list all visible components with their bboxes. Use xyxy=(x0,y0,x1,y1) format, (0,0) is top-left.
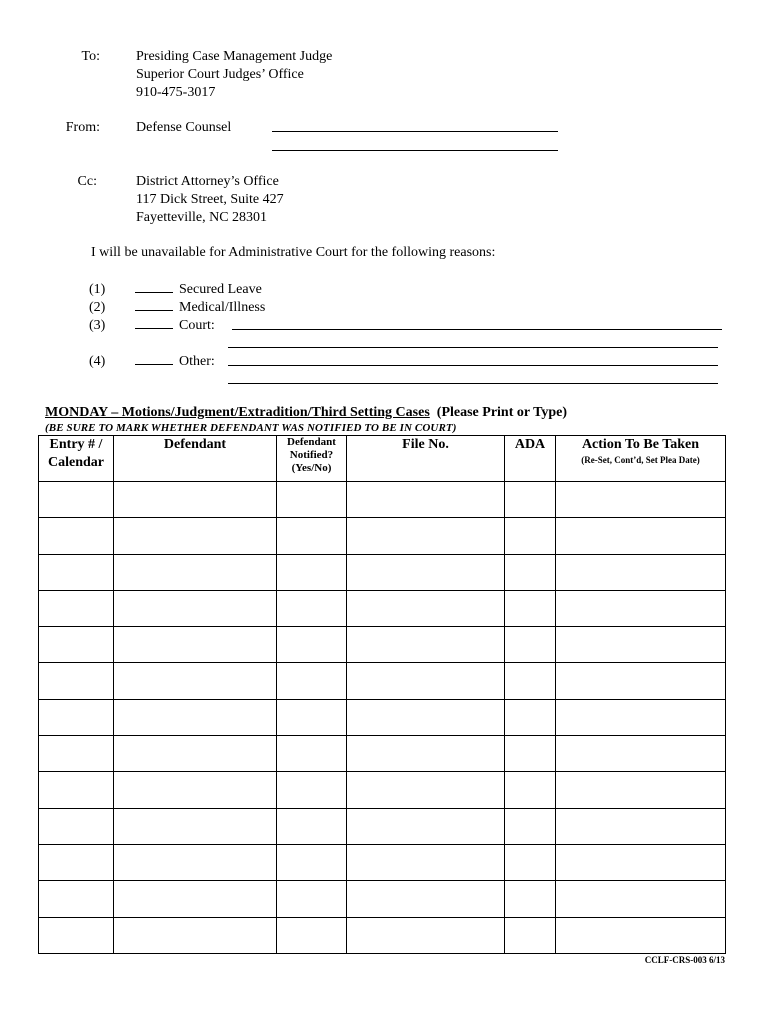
cell-entry[interactable] xyxy=(39,699,114,735)
cell-file-no[interactable] xyxy=(347,627,505,663)
cell-ada[interactable] xyxy=(505,482,556,518)
cell-file-no[interactable] xyxy=(347,844,505,880)
cell-entry[interactable] xyxy=(39,518,114,554)
court-detail-field-1[interactable] xyxy=(232,329,722,330)
cell-ada[interactable] xyxy=(505,917,556,953)
reason-4 xyxy=(80,352,215,371)
from-value: Defense Counsel xyxy=(136,120,232,135)
cell-action[interactable] xyxy=(556,627,726,663)
cell-notified[interactable] xyxy=(277,772,347,808)
table-row xyxy=(39,699,726,735)
col-ada xyxy=(505,436,556,482)
cell-notified[interactable] xyxy=(277,554,347,590)
col-file-label: File No. xyxy=(402,437,449,452)
cell-defendant[interactable] xyxy=(114,663,277,699)
cc-line-1: District Attorney’s Office xyxy=(136,174,279,189)
cell-defendant[interactable] xyxy=(114,482,277,518)
cell-entry[interactable] xyxy=(39,881,114,917)
cell-defendant[interactable] xyxy=(114,917,277,953)
reason-1-number: (1) xyxy=(89,282,106,297)
form-code: CCLF-CRS-003 6/13 xyxy=(644,955,725,965)
cell-notified[interactable] xyxy=(277,699,347,735)
cell-defendant[interactable] xyxy=(114,518,277,554)
table-row xyxy=(39,482,726,518)
cell-defendant[interactable] xyxy=(114,772,277,808)
cell-action[interactable] xyxy=(556,736,726,772)
reason-4-number: (4) xyxy=(89,354,106,369)
cell-action[interactable] xyxy=(556,772,726,808)
table-row xyxy=(39,736,726,772)
table-header-row xyxy=(39,436,726,482)
cell-ada[interactable] xyxy=(505,699,556,735)
cell-ada[interactable] xyxy=(505,663,556,699)
col-entry-calendar xyxy=(39,436,114,482)
cell-ada[interactable] xyxy=(505,881,556,917)
cell-entry[interactable] xyxy=(39,808,114,844)
table-row xyxy=(39,844,726,880)
cell-entry[interactable] xyxy=(39,772,114,808)
table-row xyxy=(39,518,726,554)
col-defendant-label: Defendant xyxy=(163,437,227,452)
table-row xyxy=(39,772,726,808)
cell-defendant[interactable] xyxy=(114,736,277,772)
cell-file-no[interactable] xyxy=(347,699,505,735)
col-notified xyxy=(277,436,347,482)
cell-file-no[interactable] xyxy=(347,881,505,917)
reason-1-checkbox[interactable] xyxy=(135,280,173,293)
cell-notified[interactable] xyxy=(277,590,347,626)
cell-action[interactable] xyxy=(556,663,726,699)
section-title-suffix: (Please Print or Type) xyxy=(436,405,568,420)
cell-file-no[interactable] xyxy=(347,772,505,808)
col-action xyxy=(556,436,726,482)
cell-action[interactable] xyxy=(556,699,726,735)
cell-action[interactable] xyxy=(556,518,726,554)
cell-defendant[interactable] xyxy=(114,554,277,590)
cell-file-no[interactable] xyxy=(347,917,505,953)
table-row xyxy=(39,881,726,917)
cell-notified[interactable] xyxy=(277,482,347,518)
cell-file-no[interactable] xyxy=(347,736,505,772)
cell-entry[interactable] xyxy=(39,482,114,518)
col-notified-line-1: Defendant xyxy=(287,436,336,448)
cell-notified[interactable] xyxy=(277,917,347,953)
cell-defendant[interactable] xyxy=(114,627,277,663)
cell-action[interactable] xyxy=(556,590,726,626)
cases-table xyxy=(38,435,726,954)
cell-ada[interactable] xyxy=(505,590,556,626)
cell-entry[interactable] xyxy=(39,844,114,880)
table-row xyxy=(39,917,726,953)
from-label: From: xyxy=(65,120,100,135)
cc-label: Cc: xyxy=(77,174,97,189)
cell-notified[interactable] xyxy=(277,844,347,880)
cell-notified[interactable] xyxy=(277,627,347,663)
cell-notified[interactable] xyxy=(277,881,347,917)
cell-file-no[interactable] xyxy=(347,590,505,626)
table-row xyxy=(39,590,726,626)
cell-action[interactable] xyxy=(556,844,726,880)
reason-3 xyxy=(80,316,215,335)
cell-ada[interactable] xyxy=(505,808,556,844)
table-row xyxy=(39,627,726,663)
cell-action[interactable] xyxy=(556,808,726,844)
reason-1-label: Secured Leave xyxy=(179,282,262,297)
section-title-main: MONDAY – Motions/Judgment/Extradition/Third Setting Cases xyxy=(45,405,430,420)
section-note: (BE SURE TO MARK WHETHER DEFENDANT WAS NOTIFIED TO BE IN COURT) xyxy=(45,422,457,434)
from-name-field-1[interactable] xyxy=(272,131,558,132)
cell-entry[interactable] xyxy=(39,590,114,626)
reason-2-number: (2) xyxy=(89,300,106,315)
cell-notified[interactable] xyxy=(277,663,347,699)
reason-2-checkbox[interactable] xyxy=(135,298,173,311)
cell-file-no[interactable] xyxy=(347,518,505,554)
cell-file-no[interactable] xyxy=(347,808,505,844)
other-detail-field-2[interactable] xyxy=(228,383,718,384)
other-detail-field-1[interactable] xyxy=(228,365,718,366)
cc-line-2: 117 Dick Street, Suite 427 xyxy=(136,192,284,207)
cell-entry[interactable] xyxy=(39,917,114,953)
cell-ada[interactable] xyxy=(505,772,556,808)
cell-notified[interactable] xyxy=(277,518,347,554)
table-row xyxy=(39,554,726,590)
unavailable-statement: I will be unavailable for Administrative Court for the following reasons: xyxy=(91,245,496,260)
cell-notified[interactable] xyxy=(277,808,347,844)
court-detail-field-2[interactable] xyxy=(228,347,718,348)
to-line-3: 910-475-3017 xyxy=(136,85,216,100)
cell-file-no[interactable] xyxy=(347,482,505,518)
col-notified-line-3: (Yes/No) xyxy=(291,462,332,474)
cell-ada[interactable] xyxy=(505,627,556,663)
cell-action[interactable] xyxy=(556,554,726,590)
reason-3-label: Court: xyxy=(179,318,215,333)
cell-action[interactable] xyxy=(556,482,726,518)
cell-entry[interactable] xyxy=(39,554,114,590)
cell-ada[interactable] xyxy=(505,554,556,590)
cell-file-no[interactable] xyxy=(347,663,505,699)
cell-defendant[interactable] xyxy=(114,881,277,917)
cell-action[interactable] xyxy=(556,881,726,917)
reason-3-number: (3) xyxy=(89,318,106,333)
reason-2 xyxy=(80,298,265,317)
reason-4-checkbox[interactable] xyxy=(135,352,173,365)
cell-entry[interactable] xyxy=(39,736,114,772)
from-name-field-2[interactable] xyxy=(272,150,558,151)
col-ada-label: ADA xyxy=(514,437,546,452)
col-action-sub: (Re-Set, Cont’d, Set Plea Date) xyxy=(581,455,700,465)
reason-1 xyxy=(80,280,262,299)
reason-3-checkbox[interactable] xyxy=(135,316,173,329)
cell-ada[interactable] xyxy=(505,518,556,554)
cell-ada[interactable] xyxy=(505,844,556,880)
section-title xyxy=(45,405,567,421)
cc-line-3: Fayetteville, NC 28301 xyxy=(136,210,268,225)
cell-entry[interactable] xyxy=(39,627,114,663)
reason-4-label: Other: xyxy=(179,354,215,369)
reason-2-label: Medical/Illness xyxy=(179,300,266,315)
table-body xyxy=(39,482,726,954)
cell-notified[interactable] xyxy=(277,736,347,772)
cell-action[interactable] xyxy=(556,917,726,953)
cell-file-no[interactable] xyxy=(347,554,505,590)
to-label: To: xyxy=(81,49,100,64)
cell-defendant[interactable] xyxy=(114,699,277,735)
cell-entry[interactable] xyxy=(39,663,114,699)
col-defendant xyxy=(114,436,277,482)
to-line-2: Superior Court Judges’ Office xyxy=(136,67,304,82)
col-entry-line-2: Calendar xyxy=(48,455,104,470)
col-notified-line-2: Notified? xyxy=(289,449,334,461)
table-row xyxy=(39,808,726,844)
cell-defendant[interactable] xyxy=(114,808,277,844)
col-entry-line-1: Entry # / xyxy=(49,437,103,452)
table-row xyxy=(39,663,726,699)
col-file-no xyxy=(347,436,505,482)
cell-ada[interactable] xyxy=(505,736,556,772)
cell-defendant[interactable] xyxy=(114,844,277,880)
to-line-1: Presiding Case Management Judge xyxy=(136,49,333,64)
col-action-label: Action To Be Taken xyxy=(581,437,700,452)
cell-defendant[interactable] xyxy=(114,590,277,626)
